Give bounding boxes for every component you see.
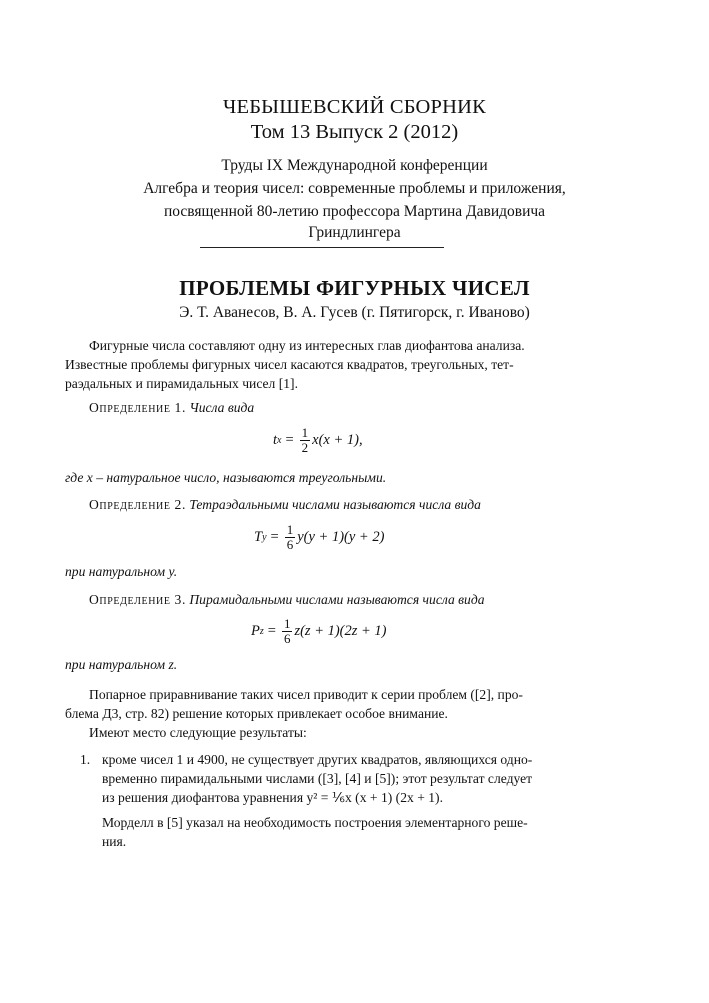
text-line: блема Д3, стр. 82) решение которых привлекает особое внимание. bbox=[65, 706, 448, 721]
formula-expression: x(x + 1), bbox=[312, 432, 363, 448]
definition-label: Определение 3. bbox=[89, 592, 186, 607]
definition-label: Определение 1. bbox=[89, 400, 186, 415]
definition-note: при натуральном z. bbox=[65, 657, 178, 672]
conference-line: Алгебра и теория чисел: современные проблемы и приложения, bbox=[143, 180, 566, 197]
formula-pyramidal: P z = $\frac{1}{6}$ z(z + 1)(2z + 1) bbox=[251, 616, 387, 646]
header-rule bbox=[200, 247, 444, 248]
text-line: кроме чисел 1 и 4900, не существует других квадратов, являющихся одно- bbox=[102, 752, 533, 767]
formula-expression: z(z + 1)(2z + 1) bbox=[294, 623, 387, 639]
conference-line: посвященной 80-летию профессора Мартина Давидовича bbox=[163, 203, 546, 220]
intro-paragraph bbox=[65, 336, 577, 393]
definition-text: Пирамидальными числами называются числа вида bbox=[189, 592, 485, 607]
formula-triangular: t x = $\frac{1}{2}$ x(x + 1), bbox=[273, 425, 363, 455]
formula-subscript: x bbox=[277, 435, 282, 446]
text-line: Известные проблемы фигурных чисел касаются квадратов, треугольных, тет- bbox=[65, 357, 514, 372]
text-line: из решения диофантова уравнения y² = ⅙x (x + 1) (2x + 1). bbox=[102, 790, 443, 805]
fraction: $\frac{1}{6}$ bbox=[283, 616, 291, 646]
formula-subscript: y bbox=[262, 532, 267, 543]
definition-text: Тетраэдальными числами называются числа вида bbox=[189, 497, 481, 512]
text-line: Фигурные числа составляют одну из интересных глав диофантова анализа. bbox=[89, 338, 525, 353]
formula-subscript: z bbox=[259, 626, 264, 637]
text-line: временно пирамидальными числами ([3], [4] и [5]); этот результат следует bbox=[102, 771, 533, 786]
formula-symbol: P bbox=[251, 623, 260, 639]
fraction: $\frac{1}{2}$ bbox=[301, 425, 309, 455]
definition-3 bbox=[89, 592, 485, 608]
results-paragraph bbox=[65, 685, 577, 742]
definition-label: Определение 2. bbox=[89, 497, 186, 512]
text-line: Морделл в [5] указал на необходимость построения элементарного реше- bbox=[102, 815, 528, 830]
formula-symbol: T bbox=[254, 529, 263, 545]
definition-note: при натуральном y. bbox=[65, 564, 178, 579]
definition-note: где x – натуральное число, называются треугольными. bbox=[65, 470, 387, 485]
conference-line: Гриндлингера bbox=[308, 224, 401, 241]
formula-tetrahedral: T y = $\frac{1}{6}$ y(y + 1)(y + 2) bbox=[254, 522, 385, 552]
text-line: Имеют место следующие результаты: bbox=[89, 725, 307, 740]
fraction: $\frac{1}{6}$ bbox=[286, 522, 294, 552]
definition-2 bbox=[89, 497, 481, 513]
article-title: ПРОБЛЕМЫ ФИГУРНЫХ ЧИСЕЛ bbox=[179, 276, 530, 300]
list-number: 1. bbox=[80, 752, 91, 767]
journal-volume: Том 13 Выпуск 2 (2012) bbox=[250, 121, 459, 143]
text-line: Попарное приравнивание таких чисел приводит к серии проблем ([2], про- bbox=[89, 687, 523, 702]
journal-title: ЧЕБЫШЕВСКИЙ СБОРНИК bbox=[222, 96, 487, 118]
text-line: ния. bbox=[102, 834, 127, 849]
list-item-body bbox=[102, 750, 577, 851]
conference-line: Труды IX Международной конференции bbox=[221, 157, 488, 174]
definition-1 bbox=[89, 400, 254, 416]
formula-expression: y(y + 1)(y + 2) bbox=[297, 529, 385, 545]
definition-text: Числа вида bbox=[189, 400, 255, 415]
formula-symbol: t bbox=[273, 432, 278, 448]
article-authors: Э. Т. Аванесов, В. А. Гусев (г. Пятигорск, г. Иваново) bbox=[179, 304, 530, 321]
text-line: раэдальных и пирамидальных чисел [1]. bbox=[65, 376, 298, 391]
